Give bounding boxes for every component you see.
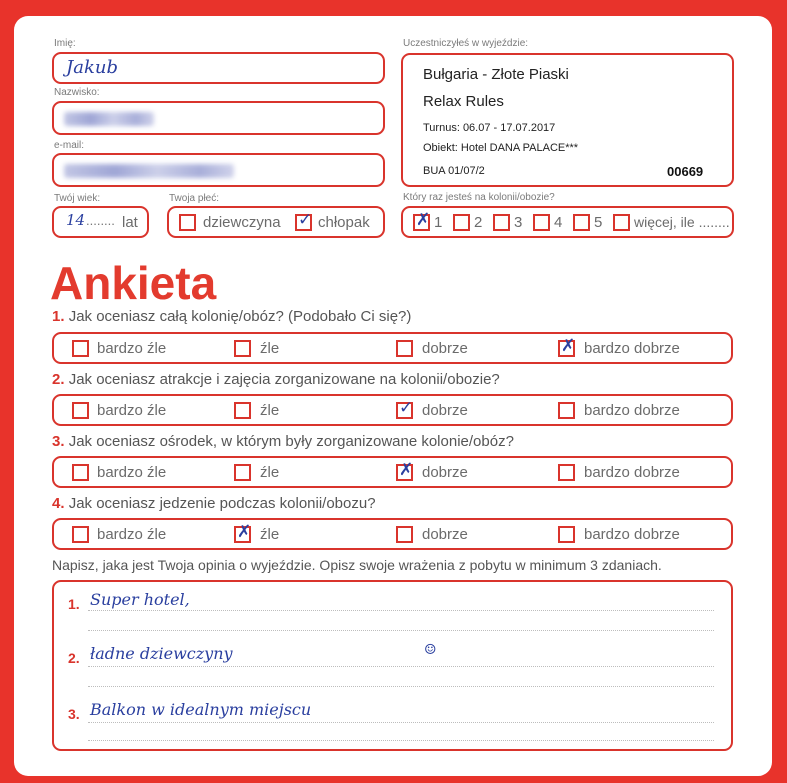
times-label: Który raz jesteś na kolonii/obozie? (403, 192, 555, 203)
q4-checkbox-good[interactable] (396, 526, 413, 543)
opinion-line-3-text: Balkon w idealnym miejscu (90, 700, 312, 719)
question-3-text: 3. Jak oceniasz ośrodek, w którym były zorganizowane kolonie/obóz? (52, 433, 514, 450)
times-checkbox-more[interactable] (613, 214, 630, 231)
q4-checkbox-very-bad[interactable] (72, 526, 89, 543)
q2-checkbox-very-bad[interactable] (72, 402, 89, 419)
q2-option-very-bad: bardzo źle (97, 402, 167, 419)
email-label: e-mail: (54, 140, 85, 151)
times-option-more: więcej, ile ........ (634, 214, 730, 230)
trip-number: 00669 (667, 164, 704, 179)
trip-program: Relax Rules (423, 93, 504, 110)
email-field[interactable] (52, 153, 385, 187)
q3-option-very-bad: bardzo źle (97, 464, 167, 481)
question-4-text: 4. Jak oceniasz jedzenie podczas kolonii/obozu? (52, 495, 376, 512)
last-name-field[interactable] (52, 101, 385, 135)
question-1-options (52, 332, 733, 364)
q1-option-very-bad: bardzo źle (97, 340, 167, 357)
q3-checkbox-bad[interactable] (234, 464, 251, 481)
opinion-line-2-text: ładne dziewczyny (90, 644, 233, 663)
q4-option-good: dobrze (422, 526, 468, 543)
opinion-line-3-number: 3. (68, 706, 80, 722)
gender-checkbox-boy[interactable] (295, 210, 313, 231)
survey-card (14, 16, 772, 776)
check-mark-icon: ✗ (416, 210, 431, 230)
opinion-line-2-number: 2. (68, 650, 80, 666)
first-name-field[interactable] (52, 52, 385, 84)
times-checkbox-2[interactable] (453, 214, 470, 231)
trip-code: BUA 01/07/2 (423, 165, 485, 177)
opinion-box[interactable] (52, 580, 733, 751)
trip-box (401, 53, 734, 187)
q3-checkbox-good[interactable] (396, 460, 414, 481)
age-dots: ........ (86, 213, 115, 228)
blurred-last-name (64, 112, 154, 126)
opinion-spacer-rule (88, 686, 714, 687)
times-checkbox-5[interactable] (573, 214, 590, 231)
gender-label: Twoja płeć: (169, 193, 220, 204)
times-option-1: 1 (434, 214, 443, 231)
gender-field (167, 206, 385, 238)
times-option-4: 4 (554, 214, 563, 231)
times-option-3: 3 (514, 214, 523, 231)
question-2-text: 2. Jak oceniasz atrakcje i zajęcia zorganizowane na kolonii/obozie? (52, 371, 500, 388)
gender-checkbox-girl[interactable] (179, 214, 196, 231)
opinion-spacer-rule (88, 630, 714, 631)
q1-checkbox-very-bad[interactable] (72, 340, 89, 357)
q1-option-good: dobrze (422, 340, 468, 357)
check-mark-icon: ✓ (399, 398, 414, 418)
q3-checkbox-very-good[interactable] (558, 464, 575, 481)
times-option-5: 5 (594, 214, 603, 231)
question-1-text: 1. Jak oceniasz całą kolonię/obóz? (Podobało Ci się?) (52, 308, 412, 325)
check-mark-icon: ✗ (561, 336, 576, 356)
age-label: Twój wiek: (54, 193, 101, 204)
q1-checkbox-good[interactable] (396, 340, 413, 357)
q1-checkbox-very-good[interactable] (558, 336, 576, 357)
q1-option-very-good: bardzo dobrze (584, 340, 680, 357)
first-name-value: Jakub (66, 57, 118, 78)
trip-label: Uczestniczyłeś w wyjeździe: (403, 38, 529, 49)
trip-turnus: Turnus: 06.07 - 17.07.2017 (423, 122, 556, 134)
check-mark-icon: ✓ (298, 210, 313, 230)
q4-option-bad: źle (260, 526, 280, 543)
times-checkbox-1[interactable] (413, 210, 431, 231)
gender-option-girl: dziewczyna (203, 214, 281, 231)
blurred-email (64, 164, 234, 178)
opinion-line-1-text: Super hotel, (90, 590, 190, 609)
q3-checkbox-very-bad[interactable] (72, 464, 89, 481)
opinion-prompt: Napisz, jaka jest Twoja opinia o wyjeździe. Opisz swoje wrażenia z pobytu w minimum 3 zdaniach. (52, 557, 662, 573)
q1-option-bad: źle (260, 340, 280, 357)
q3-option-bad: źle (260, 464, 280, 481)
q3-option-very-good: bardzo dobrze (584, 464, 680, 481)
q4-option-very-good: bardzo dobrze (584, 526, 680, 543)
q2-option-good: dobrze (422, 402, 468, 419)
q2-checkbox-good[interactable] (396, 398, 414, 419)
q2-option-very-good: bardzo dobrze (584, 402, 680, 419)
age-field[interactable] (52, 206, 149, 238)
q2-checkbox-bad[interactable] (234, 402, 251, 419)
times-checkbox-4[interactable] (533, 214, 550, 231)
trip-obiekt: Obiekt: Hotel DANA PALACE*** (423, 142, 579, 154)
q4-option-very-bad: bardzo źle (97, 526, 167, 543)
question-4-options (52, 518, 733, 550)
question-3-options (52, 456, 733, 488)
opinion-line-3-rule (88, 722, 714, 723)
gender-option-boy: chłopak (318, 214, 370, 231)
opinion-line-1-rule (88, 610, 714, 611)
trip-destination: Bułgaria - Złote Piaski (423, 66, 569, 83)
smiley-doodle: ☺ (424, 642, 437, 658)
question-2-options (52, 394, 733, 426)
q4-checkbox-bad[interactable] (234, 522, 252, 543)
opinion-line-2-rule (88, 666, 714, 667)
check-mark-icon: ✗ (399, 460, 414, 480)
q3-option-good: dobrze (422, 464, 468, 481)
q4-checkbox-very-good[interactable] (558, 526, 575, 543)
first-name-label: Imię: (54, 38, 76, 49)
opinion-spacer-rule (88, 740, 714, 741)
q2-option-bad: źle (260, 402, 280, 419)
q1-checkbox-bad[interactable] (234, 340, 251, 357)
q2-checkbox-very-good[interactable] (558, 402, 575, 419)
opinion-line-1-number: 1. (68, 596, 80, 612)
check-mark-icon: ✗ (237, 522, 252, 542)
last-name-label: Nazwisko: (54, 87, 100, 98)
age-unit: lat (122, 214, 138, 231)
times-checkbox-3[interactable] (493, 214, 510, 231)
survey-title: Ankieta (50, 257, 217, 309)
times-option-2: 2 (474, 214, 483, 231)
times-field (401, 206, 734, 238)
age-value: 14 (66, 211, 86, 229)
